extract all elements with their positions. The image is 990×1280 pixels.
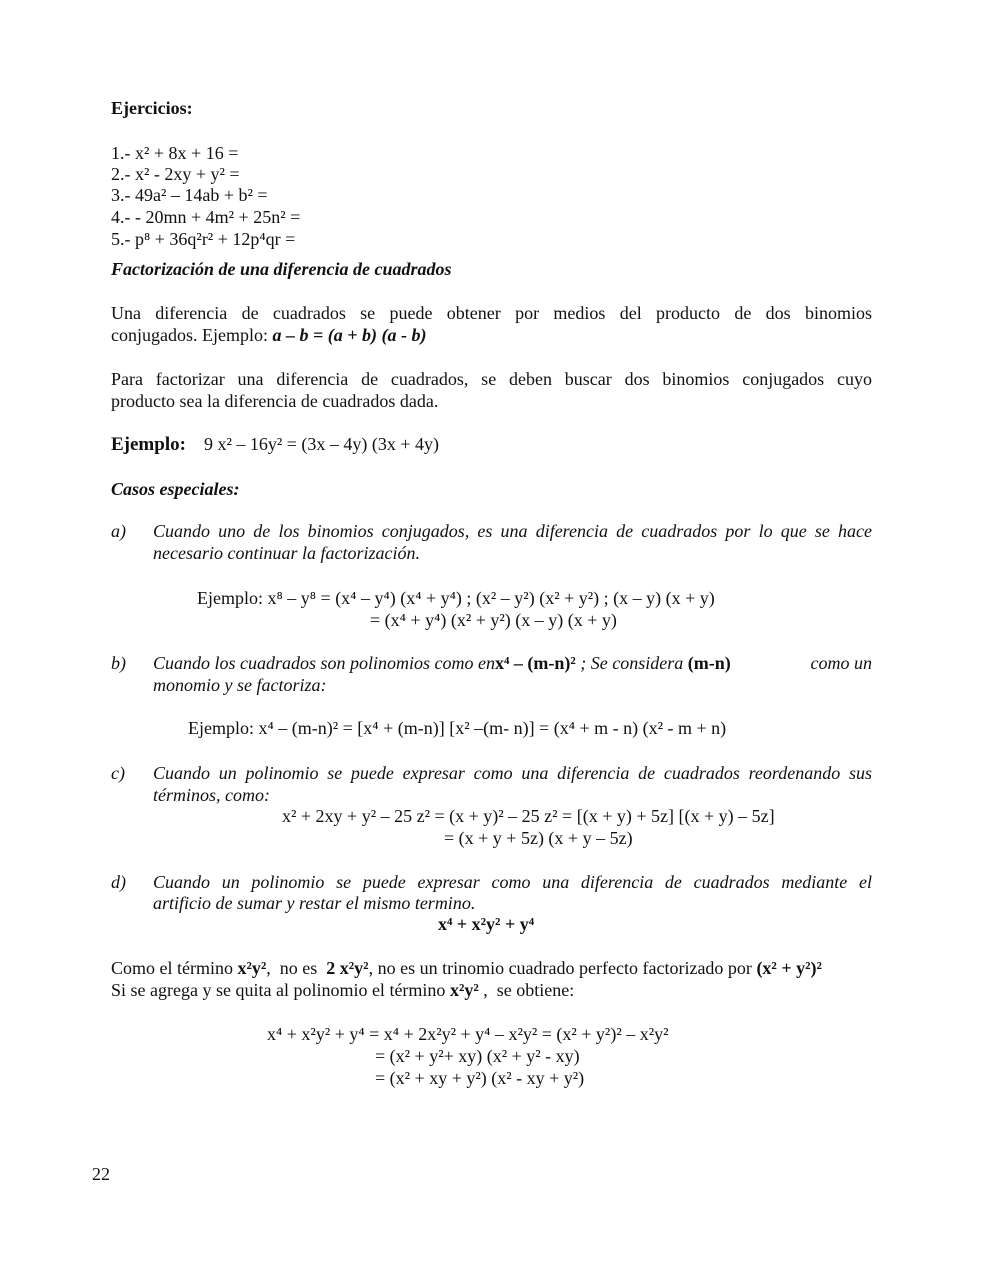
paragraph-2-line-1: Para factorizar una diferencia de cuadrados, se deben buscar dos binomios conjugados cuyo xyxy=(111,369,872,389)
case-c-example-2: = (x + y + 5z) (x + y – 5z) xyxy=(444,828,633,848)
case-a-example-2: = (x⁴ + y⁴) (x² + y²) (x – y) (x + y) xyxy=(370,610,617,630)
section-title-casos: Casos especiales: xyxy=(111,479,240,499)
case-b-label: b) xyxy=(111,653,126,673)
formula-binomial: a – b = (a + b) (a - b) xyxy=(272,325,427,345)
explanation-term-1: x²y² xyxy=(237,958,267,978)
explanation-term-3: (x² + y²)² xyxy=(756,958,822,978)
case-a-label: a) xyxy=(111,521,126,541)
explanation-term-2: 2 x²y² xyxy=(326,958,369,978)
page-number: 22 xyxy=(92,1164,110,1184)
paragraph-1-line-2 xyxy=(111,324,426,346)
case-b-example: Ejemplo: x⁴ – (m-n)² = [x⁴ + (m-n)] [x² –(m- n)] = (x⁴ + m - n) (x² - m + n) xyxy=(188,718,727,738)
case-b-expr: x⁴ – (m-n)² xyxy=(495,653,576,673)
paragraph-1-line-1: Una diferencia de cuadrados se puede obtener por medios del producto de dos binomios xyxy=(111,303,872,323)
exercise-1: 1.- x² + 8x + 16 = xyxy=(111,143,239,163)
case-b-text-3: como un xyxy=(806,653,872,673)
case-d-expression: x⁴ + x²y² + y⁴ xyxy=(438,914,535,934)
equation-line-3: = (x² + xy + y²) (x² - xy + y²) xyxy=(375,1068,585,1088)
explanation-line-2 xyxy=(111,979,574,1001)
case-a-line-2: necesario continuar la factorización. xyxy=(153,543,420,563)
case-d-line-2: artificio de sumar y restar el mismo termino. xyxy=(153,893,476,913)
explanation-text-5: , se obtiene: xyxy=(478,980,575,1000)
ejercicios-title: Ejercicios: xyxy=(111,98,193,118)
explanation-text-4: Si se agrega y se quita al polinomio el término xyxy=(111,980,450,1000)
case-a-line-1: Cuando uno de los binomios conjugados, es una diferencia de cuadrados por lo que se hace xyxy=(153,521,872,541)
section-title-diferencia: Factorización de una diferencia de cuadrados xyxy=(111,259,452,279)
case-c-label: c) xyxy=(111,763,125,783)
case-b-text-1: Cuando los cuadrados son polinomios como en xyxy=(153,653,495,673)
exercise-3: 3.- 49a² – 14ab + b² = xyxy=(111,185,268,205)
ejemplo-label: Ejemplo: xyxy=(111,434,186,455)
case-d-label: d) xyxy=(111,872,126,892)
explanation-text-3: , no es un trinomio cuadrado perfecto factorizado por xyxy=(368,958,757,978)
case-a-example-1: Ejemplo: x⁸ – y⁸ = (x⁴ – y⁴) (x⁴ + y⁴) ; (x² – y²) (x² + y²) ; (x – y) (x + y) xyxy=(197,588,715,608)
explanation-line-1 xyxy=(111,957,822,979)
equation-line-1: x⁴ + x²y² + y⁴ = x⁴ + 2x²y² + y⁴ – x²y² = (x² + y²)² – x²y² xyxy=(267,1024,669,1044)
explanation-text-2: , no es xyxy=(266,958,327,978)
explanation-term-4: x²y² xyxy=(449,980,479,1000)
exercise-4: 4.- - 20mn + 4m² + 25n² = xyxy=(111,207,301,227)
case-c-line-2: términos, como: xyxy=(153,785,270,805)
paragraph-2-line-2: producto sea la diferencia de cuadrados dada. xyxy=(111,391,439,411)
case-b-monomio: (m-n) xyxy=(687,653,731,673)
case-c-line-1: Cuando un polinomio se puede expresar como una diferencia de cuadrados reordenando sus xyxy=(153,763,872,783)
explanation-text-1: Como el término xyxy=(111,958,238,978)
paragraph-1-text: conjugados. Ejemplo: xyxy=(111,325,273,345)
exercise-2: 2.- x² - 2xy + y² = xyxy=(111,164,240,184)
equation-line-2: = (x² + y²+ xy) (x² + y² - xy) xyxy=(375,1046,580,1066)
ejemplo-expression: 9 x² – 16y² = (3x – 4y) (3x + 4y) xyxy=(203,434,440,454)
case-b-line-1 xyxy=(153,652,872,674)
ejemplo-line xyxy=(111,433,439,456)
case-b-text-2: ; Se considera xyxy=(575,653,688,673)
case-b-line-2: monomio y se factoriza: xyxy=(153,675,327,695)
case-c-example-1: x² + 2xy + y² – 25 z² = (x + y)² – 25 z² = [(x + y) + 5z] [(x + y) – 5z] xyxy=(282,806,775,826)
case-d-line-1: Cuando un polinomio se puede expresar como una diferencia de cuadrados mediante el xyxy=(153,872,872,892)
exercise-5: 5.- p⁸ + 36q²r² + 12p⁴qr = xyxy=(111,229,296,249)
